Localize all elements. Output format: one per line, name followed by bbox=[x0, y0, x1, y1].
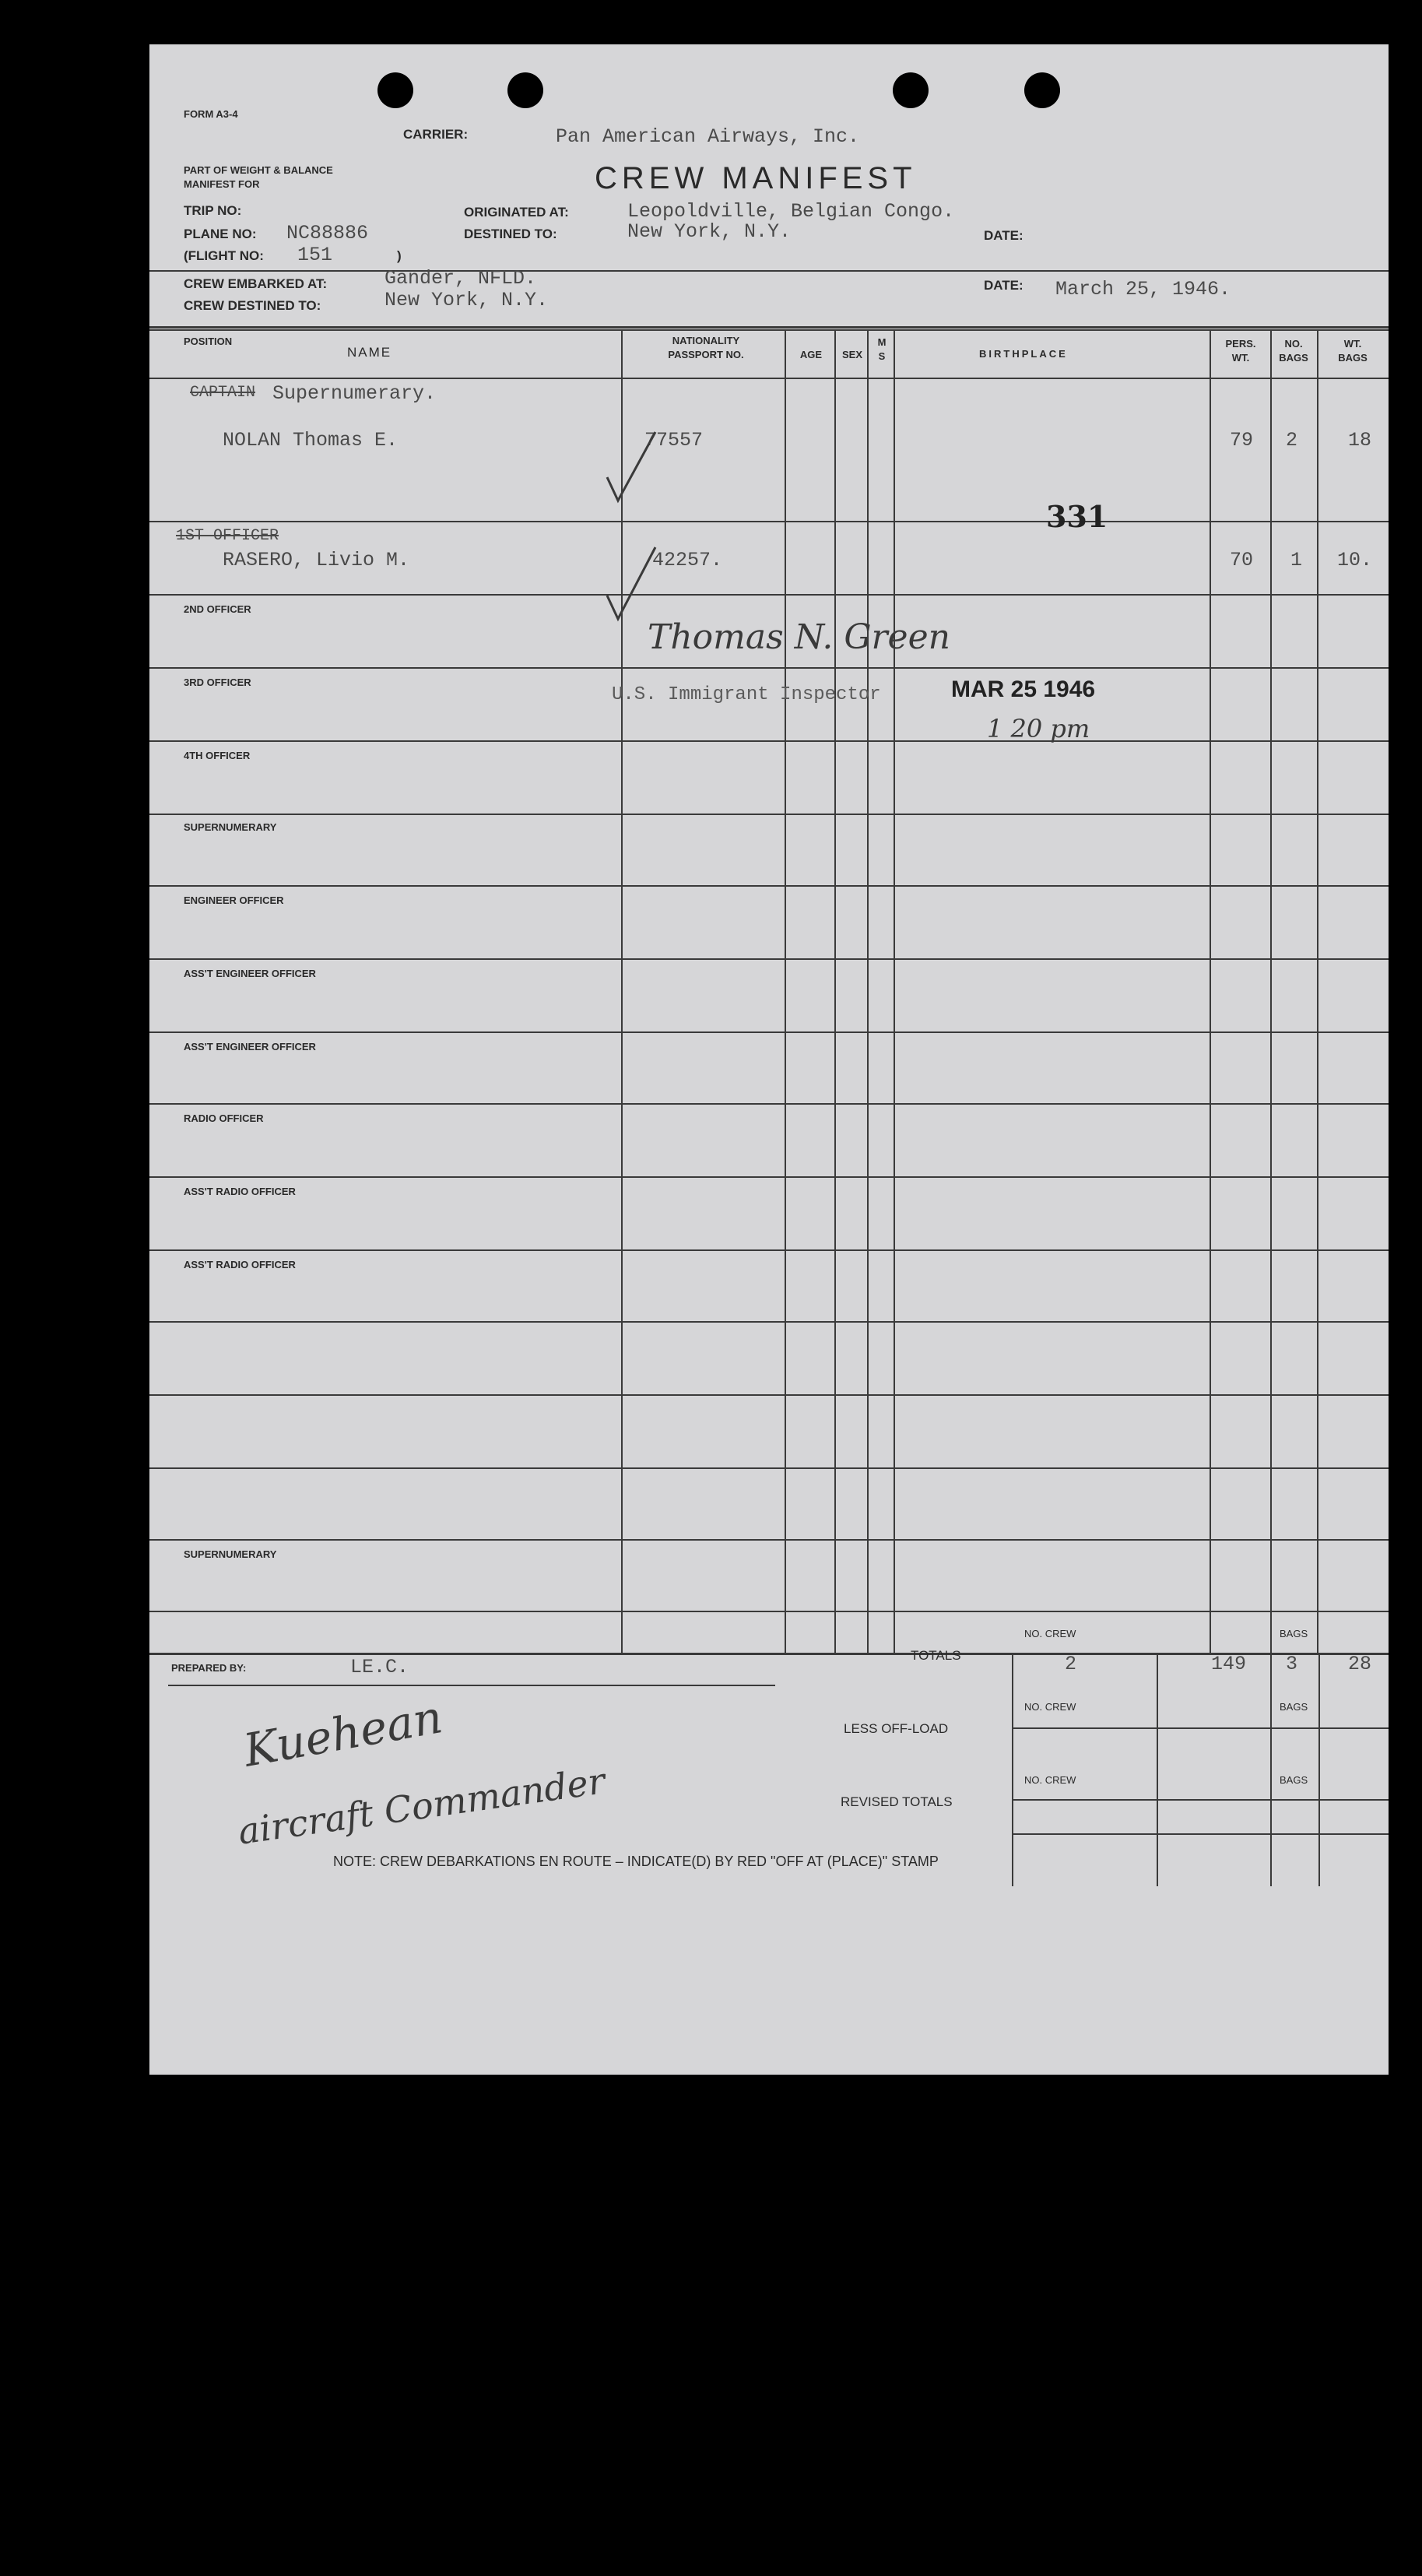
col-wt-line: WT. bbox=[1231, 352, 1250, 364]
no-crew-label: NO. CREW bbox=[1024, 1701, 1076, 1713]
row-2-position: 1ST OFFICER bbox=[176, 527, 279, 545]
no-crew-label: NO. CREW bbox=[1024, 1774, 1076, 1786]
position-label: SUPERNUMERARY bbox=[184, 1548, 277, 1560]
trip-no-label: TRIP NO: bbox=[184, 203, 242, 218]
position-label: ASS'T ENGINEER OFFICER bbox=[184, 1041, 316, 1053]
col-wt2-line: WT. bbox=[1343, 338, 1362, 350]
row-1-bags: 2 bbox=[1286, 429, 1298, 452]
col-age: AGE bbox=[799, 349, 823, 360]
crew-destined-value: New York, N.Y. bbox=[384, 289, 549, 311]
prepared-by-label: PREPARED BY: bbox=[171, 1662, 247, 1674]
position-label: RADIO OFFICER bbox=[184, 1112, 264, 1124]
row-1-weight: 79 bbox=[1230, 429, 1254, 452]
embarked-label: CREW EMBARKED AT: bbox=[184, 276, 328, 291]
position-label: 2ND OFFICER bbox=[184, 603, 251, 615]
inspector-stamp: U.S. Immigrant Inspector bbox=[612, 684, 881, 705]
col-no-line: NO. bbox=[1284, 338, 1303, 350]
carrier-label: CARRIER: bbox=[403, 127, 469, 142]
flight-no-label: (FLIGHT NO: bbox=[184, 248, 264, 263]
bags-label: BAGS bbox=[1280, 1701, 1308, 1713]
col-m-line: M bbox=[877, 336, 887, 348]
commander-signature: Kuehean bbox=[240, 1690, 447, 1777]
col-name: NAME bbox=[347, 345, 392, 360]
col-no-bags bbox=[1270, 337, 1317, 365]
position-label: ASS'T ENGINEER OFFICER bbox=[184, 968, 316, 979]
row-2-passport: 42257. bbox=[652, 549, 723, 571]
crew-manifest-page bbox=[149, 44, 1389, 2075]
originated-value: Leopoldville, Belgian Congo. bbox=[627, 200, 955, 223]
row-1-note: Supernumerary. bbox=[272, 382, 437, 405]
col-passport-line: PASSPORT NO. bbox=[668, 349, 744, 360]
punch-hole bbox=[507, 72, 543, 108]
manifest-for-label: MANIFEST FOR bbox=[184, 178, 260, 190]
position-label: 4TH OFFICER bbox=[184, 750, 251, 761]
carrier-value: Pan American Airways, Inc. bbox=[556, 125, 860, 148]
col-nationality-line: NATIONALITY bbox=[672, 335, 740, 346]
position-label: ASS'T RADIO OFFICER bbox=[184, 1259, 296, 1270]
col-bags2-line: BAGS bbox=[1338, 352, 1368, 364]
destined-label: DESTINED TO: bbox=[464, 227, 557, 241]
check-mark-icon bbox=[604, 429, 658, 507]
inspector-signature: Thomas N. Green bbox=[648, 617, 950, 657]
destined-value: New York, N.Y. bbox=[627, 220, 792, 243]
col-sex: SEX bbox=[841, 349, 862, 360]
position-label: ASS'T RADIO OFFICER bbox=[184, 1186, 296, 1197]
no-crew-label: NO. CREW bbox=[1024, 1628, 1076, 1639]
less-offload-label: LESS OFF-LOAD bbox=[844, 1721, 949, 1736]
part-of-label: PART OF WEIGHT & BALANCE bbox=[184, 164, 333, 176]
date-stamp: MAR 25 1946 bbox=[951, 677, 1096, 702]
footer-note: NOTE: CREW DEBARKATIONS EN ROUTE – INDICATE(D) BY RED "OFF AT (PLACE)" STAMP bbox=[333, 1854, 939, 1869]
col-ms bbox=[869, 336, 895, 364]
prepared-by-value: LE.C. bbox=[350, 1656, 409, 1678]
col-nationality bbox=[624, 334, 788, 362]
col-pers-line: PERS. bbox=[1225, 338, 1256, 350]
crew-destined-label: CREW DESTINED TO: bbox=[184, 298, 321, 313]
punch-hole bbox=[377, 72, 413, 108]
total-crew: 2 bbox=[1065, 1653, 1077, 1675]
page-title: CREW MANIFEST bbox=[595, 161, 917, 195]
row-1-wt-bags: 18 bbox=[1348, 429, 1372, 452]
col-pers-wt bbox=[1211, 337, 1270, 365]
time-note: 1 20 pm bbox=[987, 714, 1090, 743]
total-weight: 149 bbox=[1211, 1653, 1247, 1675]
col-wt-bags bbox=[1317, 337, 1389, 365]
position-label: ENGINEER OFFICER bbox=[184, 894, 284, 906]
revised-totals-label: REVISED TOTALS bbox=[841, 1794, 953, 1809]
row-2-name: RASERO, Livio M. bbox=[223, 549, 410, 571]
col-bags-line: BAGS bbox=[1279, 352, 1308, 364]
originated-label: ORIGINATED AT: bbox=[464, 205, 569, 220]
position-label: 3RD OFFICER bbox=[184, 677, 251, 688]
row-1-passport: 77557 bbox=[644, 429, 704, 452]
flight-no-close: ) bbox=[397, 248, 402, 263]
col-s-line: S bbox=[878, 350, 886, 362]
row-2-weight: 70 bbox=[1230, 549, 1254, 571]
embarked-value: Gander, NFLD. bbox=[384, 267, 537, 290]
plane-no-value: NC88886 bbox=[286, 222, 369, 244]
punch-hole bbox=[1024, 72, 1060, 108]
col-position: POSITION bbox=[184, 336, 233, 347]
total-bags: 3 bbox=[1286, 1653, 1298, 1675]
totals-label: TOTALS bbox=[911, 1648, 961, 1663]
row-1-name: NOLAN Thomas E. bbox=[223, 429, 399, 452]
total-wt-bags: 28 bbox=[1348, 1653, 1372, 1675]
check-mark-icon bbox=[604, 544, 658, 625]
record-number: 331 bbox=[1046, 499, 1108, 534]
position-label: SUPERNUMERARY bbox=[184, 821, 277, 833]
row-2-wt-bags: 10. bbox=[1337, 549, 1373, 571]
date2-value: March 25, 1946. bbox=[1055, 278, 1231, 300]
col-birthplace: BIRTHPLACE bbox=[979, 348, 1068, 360]
form-number: FORM A3-4 bbox=[184, 108, 238, 120]
plane-no-label: PLANE NO: bbox=[184, 227, 257, 241]
flight-no-value: 151 bbox=[297, 244, 333, 266]
date-label: DATE: bbox=[984, 228, 1023, 243]
row-1-position: CAPTAIN bbox=[190, 384, 256, 402]
date2-label: DATE: bbox=[984, 278, 1023, 293]
bags-label: BAGS bbox=[1280, 1774, 1308, 1786]
punch-hole bbox=[893, 72, 929, 108]
row-2-bags: 1 bbox=[1290, 549, 1303, 571]
commander-title: aircraft Commander bbox=[235, 1759, 608, 1853]
bags-label: BAGS bbox=[1280, 1628, 1308, 1639]
